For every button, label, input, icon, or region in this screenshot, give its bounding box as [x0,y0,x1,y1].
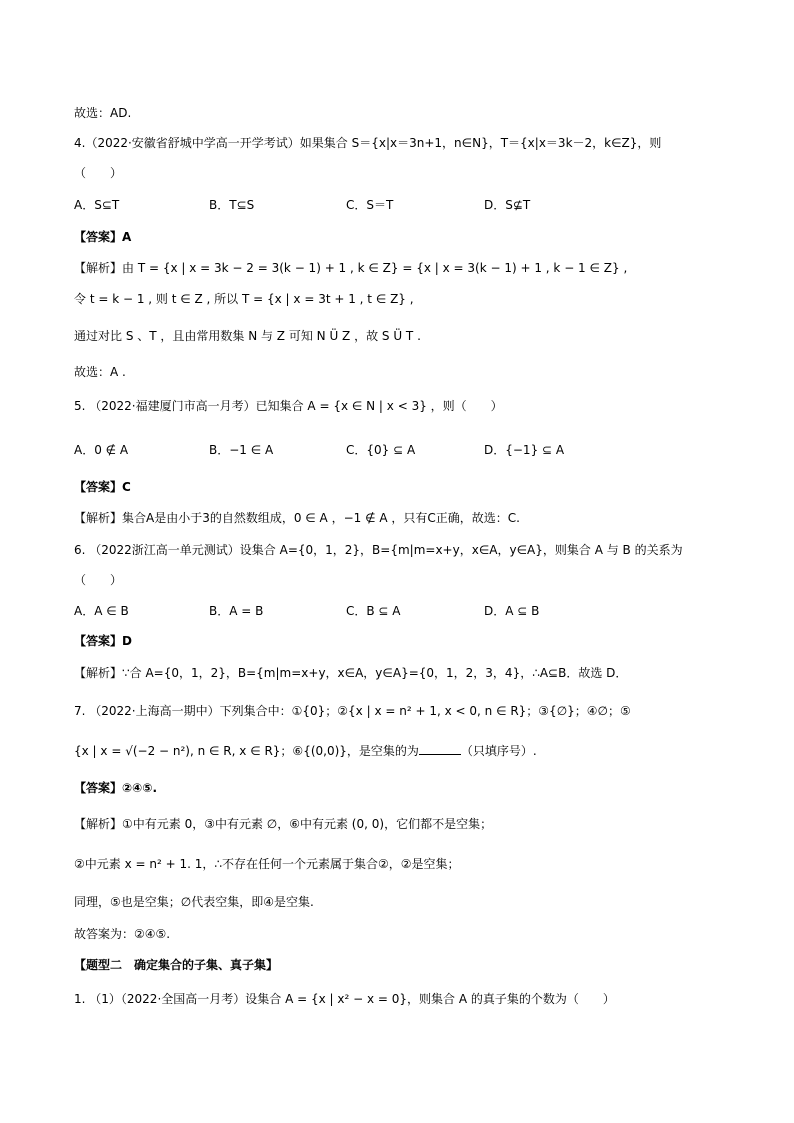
question-6-paren: （ ） [74,573,123,587]
q4-answer: 【答案】A [74,230,132,244]
q7-blank-hint: （只填序号）. [460,744,537,758]
q4-analysis-1: 【解析】由 T = {x | x = 3k − 2 = 3(k − 1) + 1 , k ∈ Z} = {x | x = 3(k − 1) + 1 , k − 1 ∈ Z} , [74,261,628,275]
question-4-paren: （ ） [74,166,123,180]
q4-option-c: C．S＝T [346,198,394,212]
q6-analysis: 【解析】∵合 A={0，1，2}，B={m|m=x+y，x∈A，y∈A}={0，1，2，3，4}，∴A⊆B．故选 D． [74,666,628,680]
q7-sets-text: {x | x = √(−2 − n²), n ∈ R, x ∈ R}；⑥{(0,0)}，是空集的为 [74,744,419,758]
q5-option-c: C．{0} ⊆ A [346,443,416,457]
q7-analysis-3: 同理，⑤也是空集；∅代表空集，即④是空集. [74,895,314,909]
q7-conclusion: 故答案为：②④⑤. [74,927,171,941]
section-heading: 【题型二 确定集合的子集、真子集】 [74,958,279,972]
q7-answer: 【答案】②④⑤. [74,781,158,795]
question-7-stem: 7. （2022·上海高一期中）下列集合中：①{0}；②{x | x = n² + 1, x < 0, n ∈ R}；③{∅}；④∅；⑤ [74,704,631,718]
q4-conclusion: 故选：A . [74,365,126,379]
q7-analysis-2: ②中元素 x = n² + 1. 1，∴不存在任何一个元素属于集合②，②是空集； [74,857,460,871]
q4-option-a: A．S⊆T [74,198,120,212]
answer-blank [419,742,461,755]
q4-analysis-2: 令 t = k − 1 , 则 t ∈ Z , 所以 T = {x | x = 3t + 1 , t ∈ Z} , [74,292,414,306]
question-4-stem: 4.（2022·安徽省舒城中学高一开学考试）如果集合 S＝{x|x＝3n+1，n∈N}，T＝{x|x＝3k－2，k∈Z}，则 [74,136,662,150]
q6-option-d: D．A ⊆ B [484,604,540,618]
q5-analysis: 【解析】集合A是由小于3的自然数组成，0 ∈ A ，−1 ∉ A ，只有C正确，故选：C. [74,511,520,525]
question-7-stem-cont [74,742,754,760]
q5-option-d: D．{−1} ⊆ A [484,443,565,457]
q4-option-d: D．S⊈T [484,198,531,212]
q4-option-b: B．T⊆S [209,198,255,212]
question-next-stem: 1. （1）（2022·全国高一月考）设集合 A = {x | x² − x = 0}，则集合 A 的真子集的个数为（ ） [74,992,615,1006]
q7-analysis-1: 【解析】①中有元素 0，③中有元素 ∅，⑥中有元素 (0, 0)，它们都不是空集； [74,817,493,831]
q6-option-b: B．A = B [209,604,264,618]
q5-option-b: B．−1 ∈ A [209,443,274,457]
q6-option-a: A．A ∈ B [74,604,129,618]
answer-line: 故选：AD. [74,106,132,120]
question-5-stem: 5. （2022·福建厦门市高一月考）已知集合 A = {x ∈ N | x < 3} ，则（ ） [74,399,503,413]
q4-analysis-3: 通过对比 S 、T ，且由常用数集 N 与 Z 可知 N Ü Z ，故 S Ü T . [74,329,421,343]
q5-answer: 【答案】C [74,480,131,494]
q5-option-a: A．0 ∉ A [74,443,129,457]
q6-option-c: C．B ⊆ A [346,604,401,618]
question-6-stem: 6. （2022浙江高一单元测试）设集合 A={0，1，2}，B={m|m=x+y，x∈A，y∈A}，则集合 A 与 B 的关系为 [74,543,683,557]
q6-answer: 【答案】D [74,634,132,648]
